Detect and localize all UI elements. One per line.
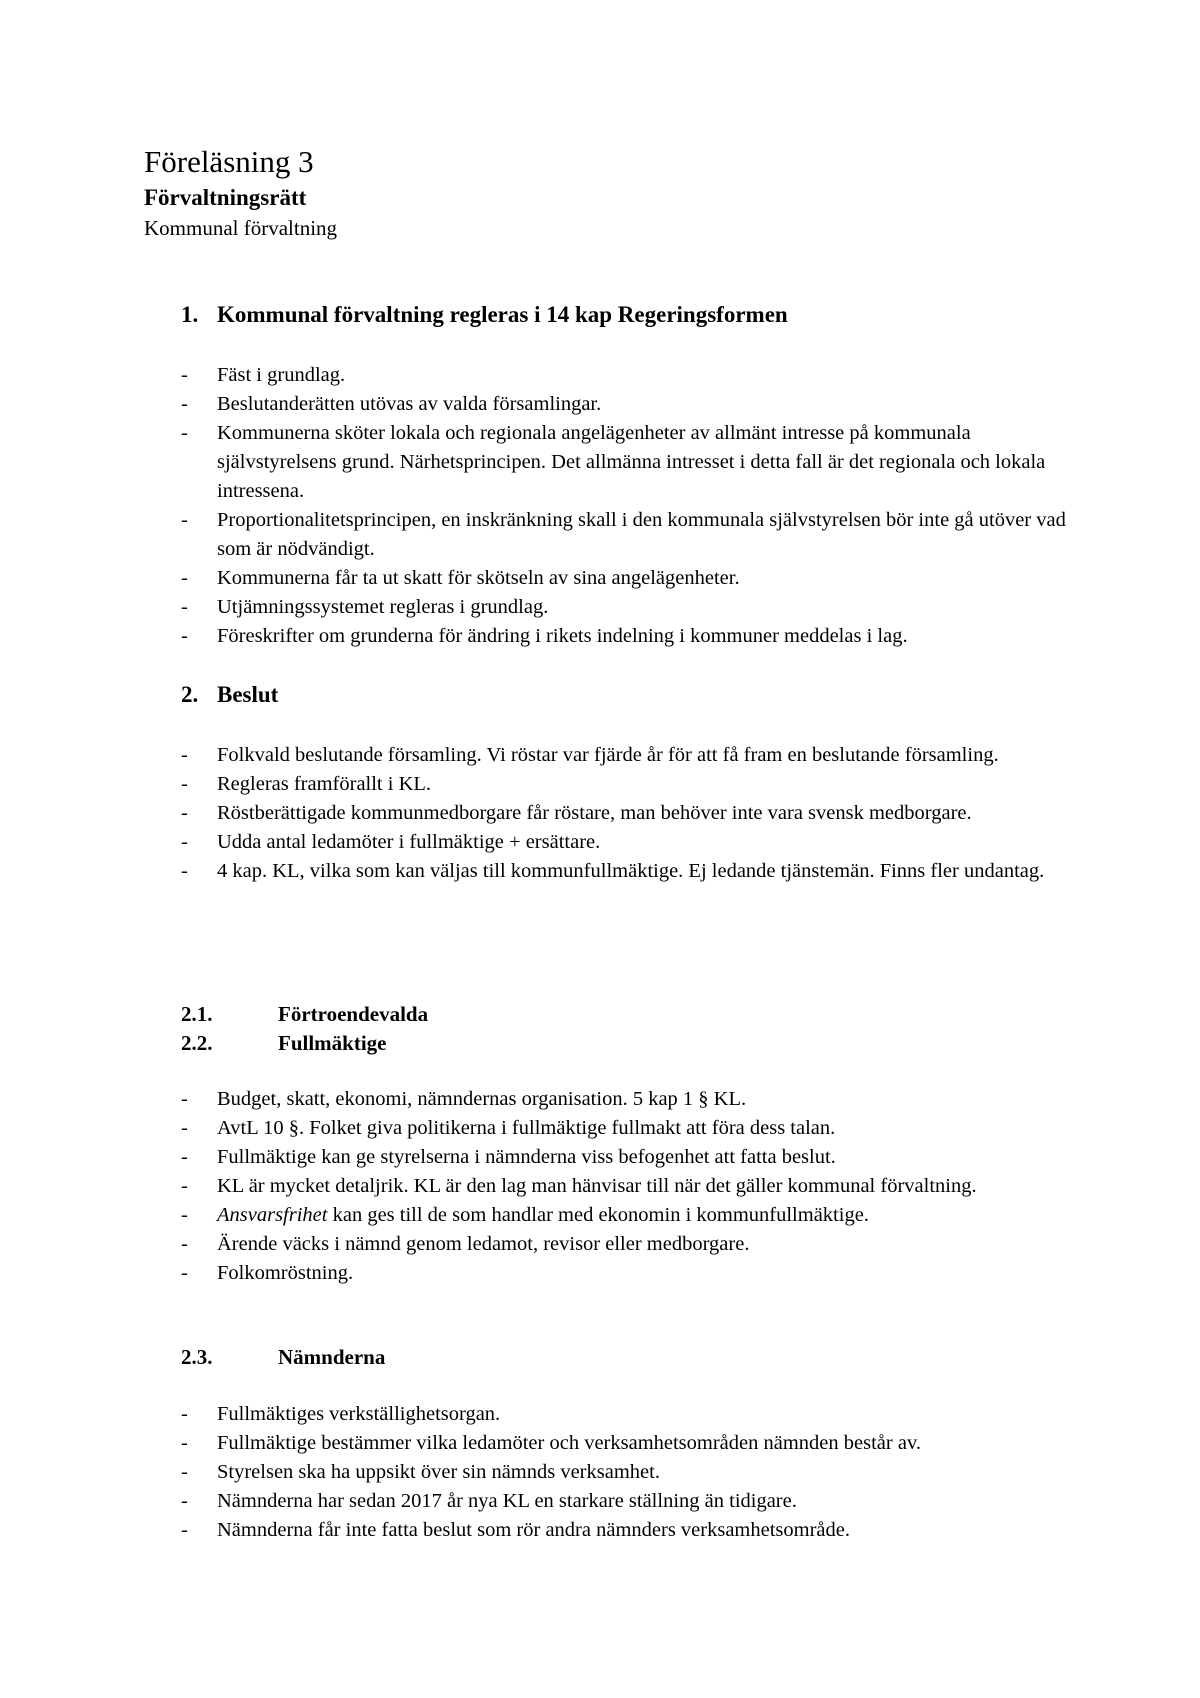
dash-marker: - <box>181 625 188 647</box>
dash-marker: - <box>181 860 188 882</box>
list-item <box>181 1487 1081 1516</box>
list-item <box>181 593 1081 622</box>
list-item <box>181 1400 1081 1429</box>
list-item-text: Fullmäktige kan ge styrelserna i nämnderna viss befogenhet att fatta beslut. <box>217 1146 836 1168</box>
list-item-text: Folkomröstning. <box>217 1262 354 1284</box>
dash-marker: - <box>181 744 188 766</box>
dash-marker: - <box>181 422 188 444</box>
list-item <box>181 1516 1081 1545</box>
list-item-text: Folkvald beslutande församling. Vi röstar var fjärde år för att få fram en beslutande församling. <box>217 744 999 766</box>
list-item-text: KL är mycket detaljrik. KL är den lag man hänvisar till när det gäller kommunal förvaltning. <box>217 1175 977 1197</box>
list-item-text: Udda antal ledamöter i fullmäktige + ersättare. <box>217 831 601 853</box>
dash-marker: - <box>181 802 188 824</box>
list-item <box>181 1172 1081 1201</box>
list-item <box>181 741 1081 770</box>
section-number: 1. <box>181 302 199 327</box>
dash-marker: - <box>181 1204 188 1226</box>
list-item-text: Fullmäktige bestämmer vilka ledamöter och verksamhetsområden nämnden består av. <box>217 1432 921 1454</box>
list-item <box>181 1259 1081 1288</box>
section-2-list <box>181 741 1081 886</box>
list-item <box>181 1429 1081 1458</box>
list-item <box>181 770 1081 799</box>
section-title: Kommunal förvaltning regleras i 14 kap Regeringsformen <box>217 302 788 327</box>
list-item-text: kan ges till de som handlar med ekonomin i kommunfullmäktige. <box>327 1204 869 1226</box>
list-item-text: Styrelsen ska ha uppsikt över sin nämnds verksamhet. <box>217 1461 660 1483</box>
list-item <box>181 1143 1081 1172</box>
list-item <box>181 1114 1081 1143</box>
section-number: 2.1. <box>181 1002 213 1026</box>
list-item-text: Nämnderna har sedan 2017 år nya KL en starkare ställning än tidigare. <box>217 1490 797 1512</box>
list-item <box>181 361 1081 390</box>
section-title: Förtroendevalda <box>278 1002 429 1026</box>
list-item-text: Föreskrifter om grunderna för ändring i rikets indelning i kommuner meddelas i lag. <box>217 625 908 647</box>
dash-marker: - <box>181 1233 188 1255</box>
dash-marker: - <box>181 1175 188 1197</box>
list-item-text: Kommunerna får ta ut skatt för skötseln av sina angelägenheter. <box>217 567 740 589</box>
dash-marker: - <box>181 1432 188 1454</box>
dash-marker: - <box>181 1490 188 1512</box>
list-item <box>181 1458 1081 1487</box>
dash-marker: - <box>181 1146 188 1168</box>
list-item-text: AvtL 10 §. Folket giva politikerna i fullmäktige fullmakt att föra dess talan. <box>217 1117 836 1139</box>
list-item <box>181 506 1081 564</box>
section-number: 2. <box>181 682 199 707</box>
document-subsubtitle: Kommunal förvaltning <box>144 216 338 240</box>
list-item <box>181 390 1081 419</box>
list-item-text: Regleras framförallt i KL. <box>217 773 432 795</box>
section-2-1-heading <box>181 1000 428 1028</box>
dash-marker: - <box>181 831 188 853</box>
section-title: Nämnderna <box>278 1345 386 1369</box>
section-2-3-heading <box>181 1343 385 1371</box>
section-2-heading <box>181 680 278 710</box>
dash-marker: - <box>181 1262 188 1284</box>
section-2-2-heading <box>181 1029 387 1057</box>
dash-marker: - <box>181 596 188 618</box>
list-item-text: Kommunerna sköter lokala och regionala angelägenheter av allmänt intresse på kommunala självstyrelsens grund. Närhetsprincipen. Det allmänna intresset i detta fall är det regionala och lokala intressena. <box>217 422 1046 502</box>
dash-marker: - <box>181 1088 188 1110</box>
list-item <box>181 1230 1081 1259</box>
list-item <box>181 828 1081 857</box>
section-1-list <box>181 361 1081 651</box>
list-item-text: 4 kap. KL, vilka som kan väljas till kommunfullmäktige. Ej ledande tjänstemän. Finns fler undantag. <box>217 860 1045 882</box>
section-title: Fullmäktige <box>278 1031 387 1055</box>
list-item-text: Röstberättigade kommunmedborgare får röstare, man behöver inte vara svensk medborgare. <box>217 802 972 824</box>
dash-marker: - <box>181 1117 188 1139</box>
list-item <box>181 857 1081 886</box>
list-item <box>181 1085 1081 1114</box>
list-item <box>181 1201 1081 1230</box>
list-item-text: Ärende väcks i nämnd genom ledamot, revisor eller medborgare. <box>217 1233 750 1255</box>
dash-marker: - <box>181 393 188 415</box>
section-2-3-list <box>181 1400 1081 1545</box>
list-item <box>181 564 1081 593</box>
list-item-text: Proportionalitetsprincipen, en inskränkning skall i den kommunala självstyrelsen bör inte gå utöver vad som är nödvändigt. <box>217 509 1066 560</box>
list-item-text: Nämnderna får inte fatta beslut som rör andra nämnders verksamhetsområde. <box>217 1519 850 1541</box>
section-2-2-list <box>181 1085 1081 1288</box>
section-title: Beslut <box>217 682 279 707</box>
dash-marker: - <box>181 509 188 531</box>
dash-marker: - <box>181 773 188 795</box>
dash-marker: - <box>181 364 188 386</box>
emphasis-text: Ansvarsfrihet <box>217 1204 328 1226</box>
list-item <box>181 799 1081 828</box>
list-item <box>181 622 1081 651</box>
dash-marker: - <box>181 1461 188 1483</box>
dash-marker: - <box>181 567 188 589</box>
document-title: Föreläsning 3 <box>144 144 314 179</box>
list-item-text: Budget, skatt, ekonomi, nämndernas organisation. 5 kap 1 § KL. <box>217 1088 747 1110</box>
dash-marker: - <box>181 1519 188 1541</box>
document-subtitle: Förvaltningsrätt <box>144 185 307 210</box>
section-number: 2.3. <box>181 1345 213 1369</box>
section-number: 2.2. <box>181 1031 213 1055</box>
list-item-text: Fullmäktiges verkställighetsorgan. <box>217 1403 501 1425</box>
list-item-text: Beslutanderätten utövas av valda församlingar. <box>217 393 602 415</box>
section-1-heading <box>181 300 788 330</box>
dash-marker: - <box>181 1403 188 1425</box>
list-item <box>181 419 1081 506</box>
list-item-text: Utjämningssystemet regleras i grundlag. <box>217 596 549 618</box>
list-item-text: Fäst i grundlag. <box>217 364 346 386</box>
